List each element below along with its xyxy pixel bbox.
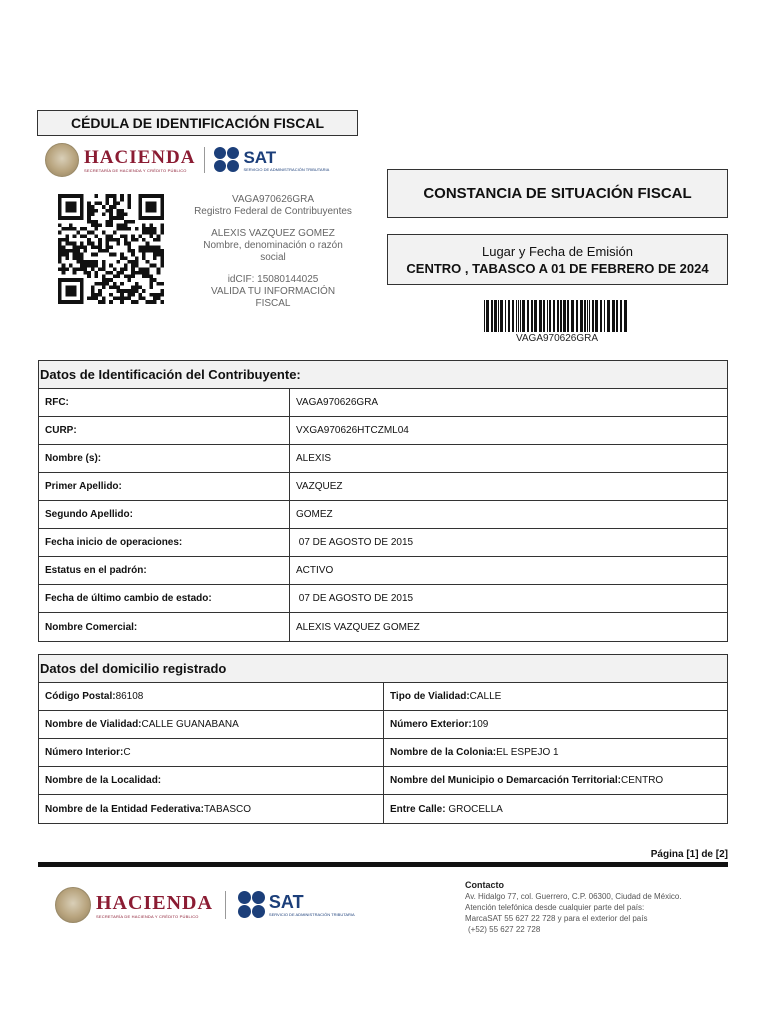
address-field xyxy=(384,767,727,794)
field-label: Estatus en el padrón: xyxy=(39,557,290,584)
rfc-caption: Registro Federal de Contribuyentes xyxy=(194,206,352,217)
contact-line: (+52) 55 627 22 728 xyxy=(468,925,541,934)
logo-divider xyxy=(204,147,205,173)
field-value: EL ESPEJO 1 xyxy=(496,747,559,758)
table-row xyxy=(39,795,727,823)
field-value: CENTRO xyxy=(620,775,664,786)
table-row xyxy=(39,767,727,795)
field-label: Nombre Comercial: xyxy=(39,613,290,641)
qr-code xyxy=(58,194,164,304)
field-label: RFC: xyxy=(39,389,290,416)
lugar-value: CENTRO , TABASCO A 01 DE FEBRERO DE 2024 xyxy=(406,260,709,276)
field-value: VAGA970626GRA xyxy=(296,397,379,408)
field-value: CALLE xyxy=(469,691,502,702)
sat-logo-icon xyxy=(238,891,266,919)
footer-logos xyxy=(55,887,355,923)
address-field xyxy=(39,683,384,710)
table-row xyxy=(39,417,727,445)
field-value: VAZQUEZ xyxy=(296,481,343,492)
contact-block xyxy=(465,880,735,935)
field-value: 07 DE AGOSTO DE 2015 xyxy=(296,537,414,548)
field-label: Segundo Apellido: xyxy=(39,501,290,528)
hacienda-logo-text: HACIENDA xyxy=(84,146,196,168)
table-row xyxy=(39,585,727,613)
contact-line: Av. Hidalgo 77, col. Guerrero, C.P. 06300, Ciudad de México. xyxy=(465,892,682,901)
field-value: ACTIVO xyxy=(296,565,334,576)
sat-logo-text: SAT xyxy=(268,892,304,912)
sat-logo-text: SAT xyxy=(243,147,277,167)
table-row xyxy=(39,529,727,557)
table-row xyxy=(39,739,727,767)
barcode-label: VAGA970626GRA xyxy=(515,333,599,344)
cedula-title: CÉDULA DE IDENTIFICACIÓN FISCAL xyxy=(37,110,358,136)
table-row xyxy=(39,389,727,417)
field-label: Nombre de la Colonia: xyxy=(390,747,497,758)
domicilio-section xyxy=(38,654,728,824)
field-value: VXGA970626HTCZML04 xyxy=(296,425,409,436)
field-label: Entre Calle: xyxy=(390,803,446,815)
field-value: ALEXIS VAZQUEZ GOMEZ xyxy=(296,621,420,633)
address-field xyxy=(39,711,384,738)
field-label: Número Interior: xyxy=(45,747,124,758)
field-label: Número Exterior: xyxy=(390,719,472,730)
field-label: Nombre (s): xyxy=(39,445,290,472)
field-value: GOMEZ xyxy=(296,509,333,520)
address-field xyxy=(39,767,384,794)
field-label: Nombre de la Entidad Federativa: xyxy=(45,803,204,815)
field-value: CALLE GUANABANA xyxy=(141,719,239,730)
field-label: Nombre de la Localidad: xyxy=(45,775,162,786)
barcode xyxy=(484,300,630,332)
lugar-fecha-box xyxy=(387,234,728,285)
table-row xyxy=(39,613,727,641)
logo-divider xyxy=(225,891,226,919)
identificacion-heading: Datos de Identificación del Contribuyente: xyxy=(39,361,727,389)
field-label: Fecha de último cambio de estado: xyxy=(39,585,290,612)
hacienda-logo-text: HACIENDA xyxy=(96,891,213,914)
address-field xyxy=(384,683,727,710)
field-label: Nombre de Vialidad: xyxy=(45,719,142,730)
valida-text: VALIDA TU INFORMACIÓN FISCAL xyxy=(210,286,336,309)
mexico-seal-icon xyxy=(55,887,91,923)
field-label: Primer Apellido: xyxy=(39,473,290,500)
sat-logo-icon xyxy=(214,147,240,173)
identificacion-section xyxy=(38,360,728,642)
name-caption: Nombre, denominación o razón social xyxy=(203,240,343,263)
constancia-title: CONSTANCIA DE SITUACIÓN FISCAL xyxy=(387,169,728,218)
header-logos xyxy=(45,143,329,177)
address-field xyxy=(39,739,384,766)
table-row xyxy=(39,445,727,473)
field-value: 109 xyxy=(471,719,489,730)
page-number: Página [1] de [2] xyxy=(650,849,728,860)
taxpayer-name: ALEXIS VAZQUEZ GOMEZ xyxy=(211,228,335,239)
field-label: Código Postal: xyxy=(45,691,116,702)
table-row xyxy=(39,557,727,585)
rfc-text: VAGA970626GRA xyxy=(231,194,315,205)
sat-logo-subtext: SERVICIO DE ADMINISTRACIÓN TRIBUTARIA xyxy=(268,912,355,917)
table-row xyxy=(39,501,727,529)
table-row xyxy=(39,711,727,739)
address-field xyxy=(384,711,727,738)
field-label: Fecha inicio de operaciones: xyxy=(39,529,290,556)
contact-line: MarcaSAT 55 627 22 728 y para el exterior del país xyxy=(465,914,648,923)
address-field xyxy=(39,795,384,823)
mexico-seal-icon xyxy=(45,143,79,177)
field-value: GROCELLA xyxy=(445,803,503,815)
contact-line: Atención telefónica desde cualquier parte del país: xyxy=(465,903,645,912)
contact-title: Contacto xyxy=(465,880,504,890)
taxpayer-block xyxy=(190,194,356,310)
field-value: 07 DE AGOSTO DE 2015 xyxy=(296,593,414,604)
sat-logo-subtext: SERVICIO DE ADMINISTRACIÓN TRIBUTARIA xyxy=(243,166,330,172)
field-value: TABASCO xyxy=(203,803,251,815)
field-value: ALEXIS xyxy=(296,453,332,464)
field-label: Tipo de Vialidad: xyxy=(390,691,470,702)
domicilio-heading: Datos del domicilio registrado xyxy=(39,655,727,683)
idcif-text: idCIF: 15080144025 xyxy=(227,274,319,285)
footer-divider xyxy=(38,862,728,867)
field-value: 86108 xyxy=(115,691,144,702)
address-field xyxy=(384,795,727,823)
hacienda-logo-subtext: SECRETARÍA DE HACIENDA Y CRÉDITO PÚBLICO xyxy=(96,913,199,919)
field-value: C xyxy=(123,747,131,758)
field-label: CURP: xyxy=(39,417,290,444)
table-row xyxy=(39,683,727,711)
hacienda-logo-subtext: SECRETARÍA DE HACIENDA Y CRÉDITO PÚBLICO xyxy=(84,167,187,173)
field-label: Nombre del Municipio o Demarcación Territorial: xyxy=(390,775,621,786)
address-field xyxy=(384,739,727,766)
table-row xyxy=(39,473,727,501)
lugar-label: Lugar y Fecha de Emisión xyxy=(481,243,634,259)
